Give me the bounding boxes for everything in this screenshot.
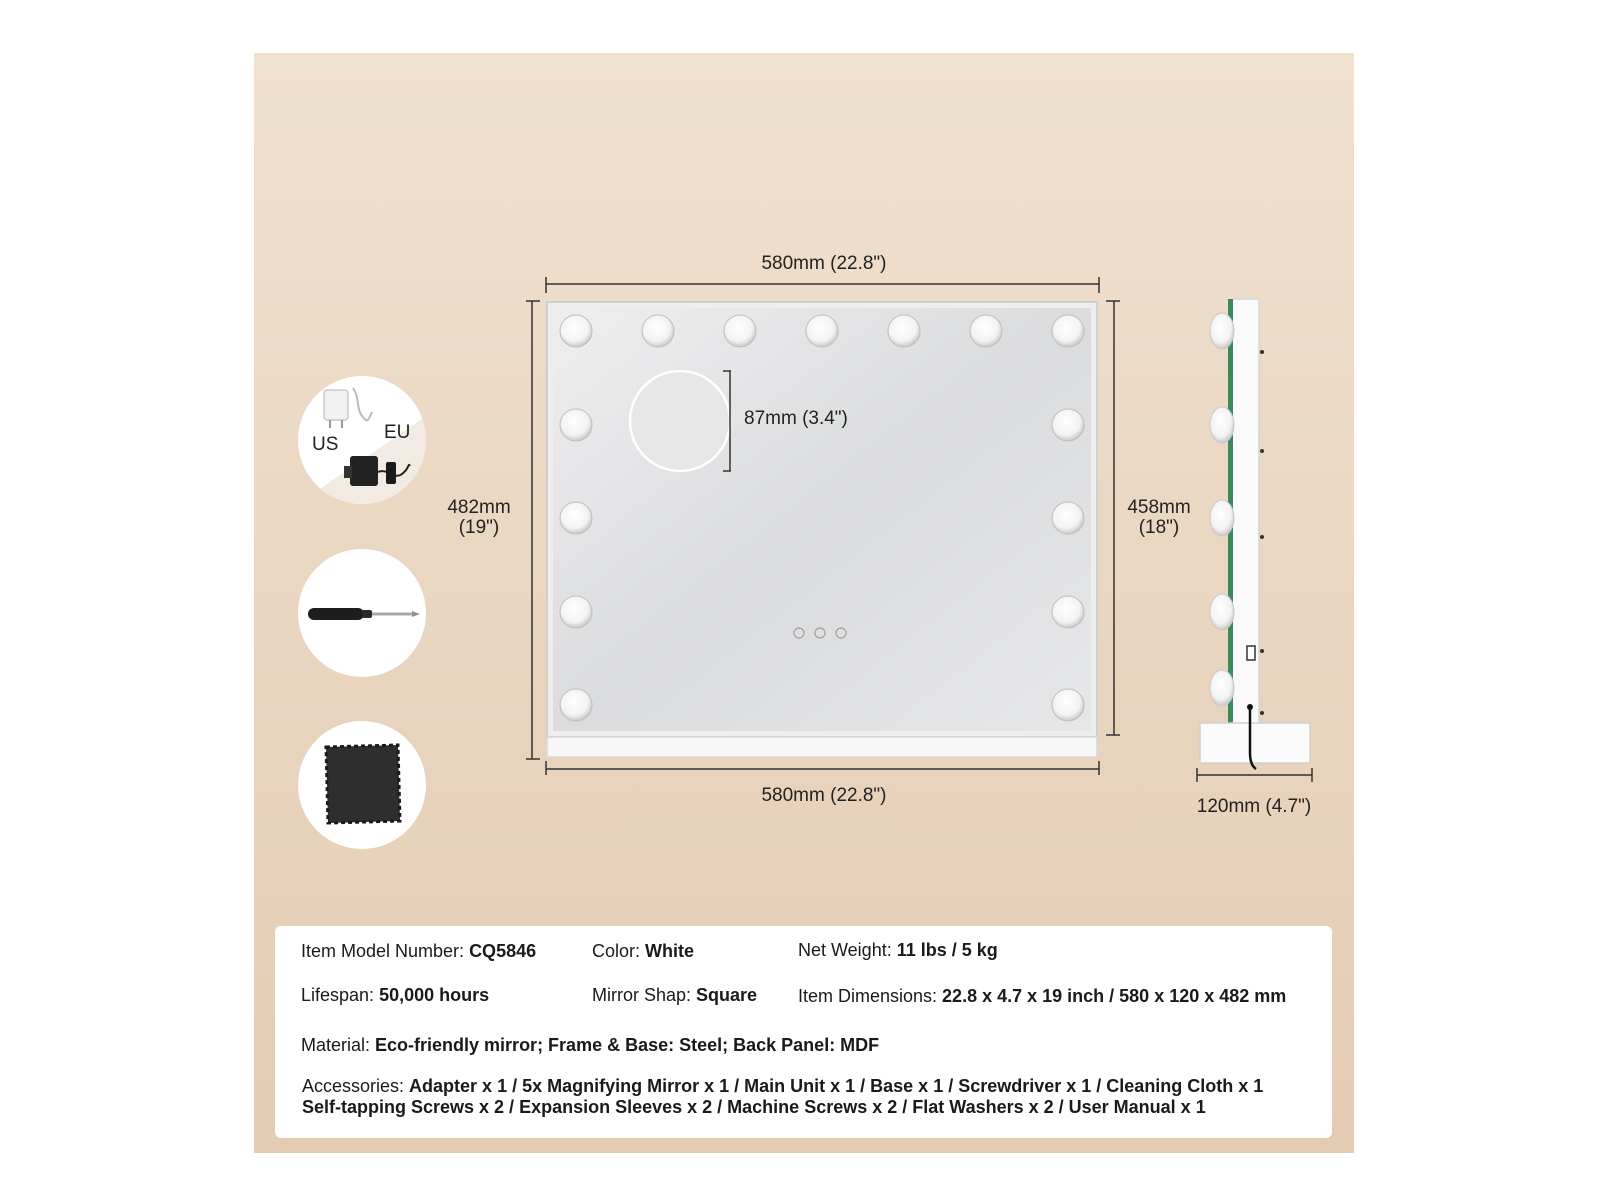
bottom-width-label: 580mm (22.8") xyxy=(761,785,887,806)
left-height-mm-label: 482mm xyxy=(447,497,511,518)
lifespan-value: 50,000 hours xyxy=(379,985,490,1005)
material-value: Eco-friendly mirror; Frame & Base: Steel; Back Panel: MDF xyxy=(375,1035,880,1055)
material-spec xyxy=(301,1034,879,1056)
adapter-eu-label: EU xyxy=(384,422,411,443)
mirror-shape-label: Mirror Shap: xyxy=(592,985,697,1005)
adapter-us-label: US xyxy=(312,434,339,455)
item-dimensions-spec xyxy=(798,985,1286,1007)
right-height-in-label: (18") xyxy=(1138,517,1180,538)
net-weight-spec xyxy=(798,939,998,961)
accessories-value-line1: Adapter x 1 / 5x Magnifying Mirror x 1 / Main Unit x 1 / Base x 1 / Screwdriver x 1 / Cleaning Cloth x 1 xyxy=(409,1076,1264,1096)
item-dimensions-value: 22.8 x 4.7 x 19 inch / 580 x 120 x 482 mm xyxy=(942,986,1287,1006)
top-width-label: 580mm (22.8") xyxy=(761,253,887,274)
item-dimensions-label: Item Dimensions: xyxy=(798,986,943,1006)
net-weight-value: 11 lbs / 5 kg xyxy=(896,940,998,960)
left-height-in-label: (19") xyxy=(458,517,500,538)
depth-dimension-label: 120mm (4.7") xyxy=(1196,796,1312,817)
mirror-shape-value: Square xyxy=(696,985,758,1005)
accessories-spec-line2 xyxy=(302,1096,1206,1118)
model-number-spec xyxy=(301,940,536,962)
lifespan-spec xyxy=(301,984,489,1006)
specifications-card xyxy=(275,926,1332,1138)
accessories-value-line2: Self-tapping Screws x 2 / Expansion Sleeves x 2 / Machine Screws x 2 / Flat Washers x 2 / User Manual x 1 xyxy=(302,1097,1206,1117)
model-number-value: CQ5846 xyxy=(469,941,537,961)
right-height-mm-label: 458mm xyxy=(1127,497,1191,518)
magnifier-dimension-label: 87mm (3.4") xyxy=(744,408,848,429)
mirror-shape-spec xyxy=(592,984,757,1006)
color-spec xyxy=(592,940,694,962)
net-weight-label: Net Weight: xyxy=(798,940,897,960)
accessories-label: Accessories: xyxy=(302,1076,410,1096)
accessories-spec-line1 xyxy=(302,1075,1263,1097)
model-number-label: Item Model Number: xyxy=(301,941,470,961)
color-label: Color: xyxy=(592,941,646,961)
color-value: White xyxy=(645,941,695,961)
material-label: Material: xyxy=(301,1035,376,1055)
product-panel xyxy=(254,53,1354,1153)
lifespan-label: Lifespan: xyxy=(301,985,380,1005)
